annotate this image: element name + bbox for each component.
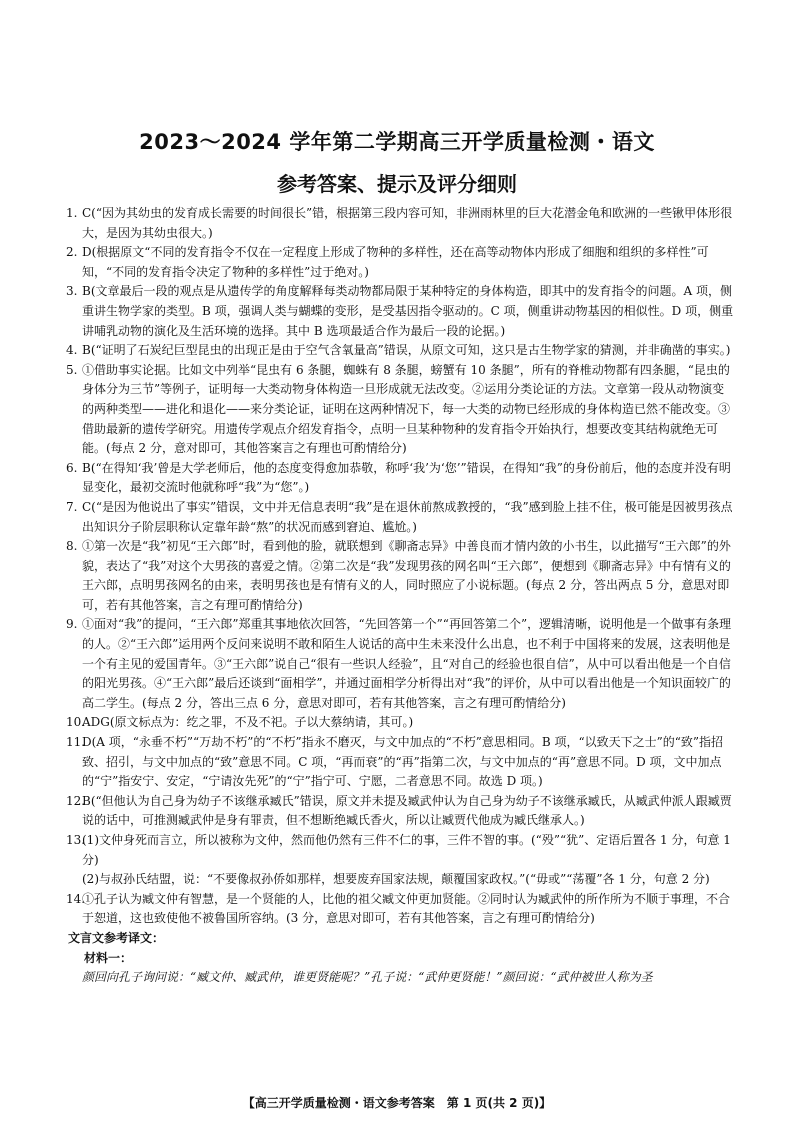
answer-item-6 xyxy=(68,459,736,498)
item-text: ①借助事实论据。比如文中列举“昆虫有 6 条腿，蜘蛛有 8 条腿，螃蟹有 10 条腿”，所有的脊椎动物都有四条腿，“昆虫的身体分为三节”等例子，证明每一大类动物身体构造一旦形成就无法改变。②运用分类论证的方法。文章第一段从动物演变的两种类型——进化和退化——来分类论证，证明在这两种情况下，每一大类的动物已经形成的身体构造已然不能改变。③借助最新的遗传学研究。用遗传学观点介绍发育指令，点明一旦某种物种的发育指令开始执行，想要改变其结构就绝无可能。(每点 2 分，意对即可，其他答案言之有理也可酌情给分) xyxy=(82,362,731,456)
item-number: 12. xyxy=(66,793,86,808)
item-number: 2. xyxy=(66,245,78,260)
item-text: D(根据原文“不同的发育指令不仅在一定程度上形成了物种的多样性，还在高等动物体内形成了细胞和组织的多样性”可知，“不同的发育指令决定了物种的多样性”过于绝对。) xyxy=(82,245,709,279)
item-text: ①面对“我”的提问，“王六郎”郑重其事地依次回答，“先回答第一个”“再回答第二个”，逻辑清晰，说明他是一个做事有条理的人。②“王六郎”运用两个反问来说明不敢和陌生人说话的高中生未来没什么出息，也不利于中国将来的发展，这表明他是一个有主见的爱国青年。③“王六郎”说自己“很有一些识人经验”，且“对自己的经验也很自信”，从中可以看出他是一个自信的阳光男孩。④“王六郎”最后还谈到“面相学”，并通过面相学分析得出对“我”的评价，从中可以看出他是一个知识面较广的高二学生。(每点 2 分，答出三点 6 分，意思对即可，若有其他答案，言之有理可酌情给分) xyxy=(82,617,732,710)
item-text: B(“在得知‘我’曾是大学老师后，他的态度变得愈加恭敬，称呼‘我’为‘您’”错误，在得知“我”的身份前后，他的态度并没有明显变化，最初交流时他就称呼“我”为“您”。) xyxy=(82,460,731,495)
item-number: 3. xyxy=(66,284,78,299)
item-text: ADG(原文标点为：纥之罪，不及不祀。子以大蔡纳请，其可。) xyxy=(82,715,414,730)
item-number: 11. xyxy=(66,735,86,750)
item-number: 1. xyxy=(66,206,78,220)
answer-item-7 xyxy=(68,498,736,537)
answer-item-11 xyxy=(68,733,736,792)
item-text: ①第一次是“我”初见“王六郎”时，看到他的脸，就联想到《聊斋志异》中善良而才情内敛的小书生，以此描写“王六郎”的外貌，表达了“我”对这个大男孩的喜爱之情。②第二次是“我”发现男孩的网名叫“王六郎”，便想到《聊斋志异》中有情有义的王六郎，点明男孩网名的由来，表明男孩也是有情有义的人，同时照应了小说标题。(每点 2 分，答出两点 5 分，意思对即可，若有其他答案，言之有理可酌情给分) xyxy=(82,539,731,612)
item-number: 7. xyxy=(66,499,78,514)
answer-item-13 xyxy=(68,831,736,890)
answer-item-1 xyxy=(68,204,736,243)
answer-item-4 xyxy=(68,341,736,361)
answer-item-14 xyxy=(68,890,736,929)
page-subtitle: 参考答案、提示及评分细则 xyxy=(277,172,517,196)
item-text: C(“因为其幼虫的发育成长需要的时间很长”错，根据第三段内容可知，非洲雨林里的巨大花潜金龟和欧洲的一些锹甲体形很大，是因为其幼虫很大。) xyxy=(82,206,733,240)
item-subpart-1: (1)文仲身死而言立，所以被称为文仲，然而他仍然有三件不仁的事，三件不智的事。(“殁”“犹”、定语后置各 1 分，句意 1 分) xyxy=(82,833,731,867)
item-number: 14. xyxy=(66,891,86,906)
page-title: 2023～2024 学年第二学期高三开学质量检测・语文 xyxy=(139,130,655,154)
item-number: 10. xyxy=(66,715,86,730)
item-text: ①孔子认为臧文仲有智慧，是一个贤能的人，比他的祖父臧文仲更加贤能。②同时认为臧武仲的所作所为不顺于事理，不合于恕道，这也致使他不被鲁国所容纳。(3 分，意思对即可，若有其他答案，言之有理可酌情给分) xyxy=(82,891,731,926)
answer-item-2 xyxy=(68,243,736,282)
item-number: 8. xyxy=(66,539,78,554)
item-text: C(“是因为他说出了事实”错误，文中并无信息表明“我”是在退休前熬成教授的，“我”感到脸上挂不住，极可能是因被男孩点出知识分子阶层职称认定靠年龄“熬”的状况而感到窘迫、尴尬。) xyxy=(82,499,733,534)
answer-item-10 xyxy=(68,713,736,733)
item-number: 9. xyxy=(66,617,78,632)
item-number: 4. xyxy=(66,343,78,358)
answer-item-3 xyxy=(68,282,736,341)
translation-text: 颜回向孔子询问说：“臧文仲、臧武仲，谁更贤能呢？”孔子说：“武仲更贤能！”颜回说：“武仲被世人称为圣 xyxy=(82,970,653,985)
item-text: B(文章最后一段的观点是从遗传学的角度解释每类动物都局限于某种特定的身体构造，即其中的发育指令的问题。A 项，侧重讲生物学家的类型。B 项，强调人类与蝴蝶的变形，是受基因指令驱动的。C 项，侧重讲动物基因的相似性。D 项，侧重讲哺乳动物的演化及生活环境的选择。其中 B 选项最适合作为最后一段的论据。) xyxy=(82,284,734,338)
item-number: 5. xyxy=(66,362,78,377)
answer-item-12 xyxy=(68,792,736,831)
item-number: 6. xyxy=(66,460,78,475)
translation-heading: 文言文参考译文： xyxy=(68,930,165,945)
translation-material-label: 材料一： xyxy=(84,950,133,965)
answer-item-8 xyxy=(68,537,736,615)
answer-item-5 xyxy=(68,361,736,459)
item-text: D(A 项，“永垂不朽”“万劫不朽”的“不朽”指永不磨灭，与文中加点的“不朽”意思相同。B 项，“以致天下之士”的“致”指招致、招引，与文中加点的“致”意思不同。C 项，“再而衰”的“再”指第二次，与文中加点的“再”意思不同。D 项，文中加点的“宁”指安宁、安定，“宁请汝先死”的“宁”指宁可、宁愿，二者意思不同。故选 D 项。) xyxy=(82,735,724,789)
page-footer: 【高三开学质量检测・语文参考答案 第 1 页(共 2 页)】 xyxy=(242,1096,552,1110)
item-subpart-2: (2)与叔孙氏结盟，说：“不要像叔孙侨如那样，想要废弃国家法规，颠覆国家政权。”(“毋或”“荡覆”各 1 分，句意 2 分) xyxy=(82,872,710,887)
answer-item-9 xyxy=(68,615,736,713)
answer-list xyxy=(68,204,736,988)
item-number: 13. xyxy=(66,833,86,847)
item-text: B(“但他认为自己身为幼子不该继承臧氏”错误，原文并未提及臧武仲认为自己身为幼子不该继承臧氏，从臧武仲派人跟臧贾说的话中，可推测臧武仲是身有罪责，但不想断绝臧氏香火，所以让臧贾代他成为臧氏继承人。) xyxy=(82,793,732,828)
item-text: B(“证明了石炭纪巨型昆虫的出现正是由于空气含氧量高”错误，从原文可知，这只是古生物学家的猜测，并非确凿的事实。) xyxy=(82,343,731,358)
